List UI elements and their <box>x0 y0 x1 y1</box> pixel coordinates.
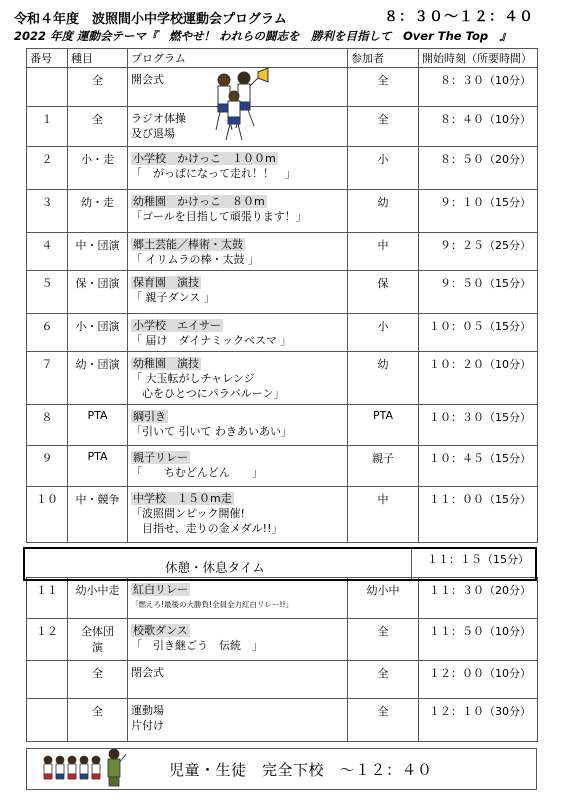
program-title-highlight: 親子リレー <box>133 451 188 464</box>
row-participants: 全 <box>348 107 419 147</box>
theme-line: 2022 年度 運動会テーマ『 燃やせ！ われらの闘志を 勝利を目指して Over The Top 』 <box>14 29 512 43</box>
row-category: 幼・走 <box>68 190 128 233</box>
row-start-time: ８：３０（10分） <box>419 68 538 107</box>
program-line: 及び退場 <box>131 127 175 140</box>
row-number: １２ <box>27 619 68 661</box>
row-category: PTA <box>68 405 128 446</box>
program-line: 心をひとつにパラバルーン」 <box>131 387 285 400</box>
event-time-range: ８：３０～１２：４０ <box>384 9 534 25</box>
row-number: ４ <box>27 233 68 271</box>
row-start-time: １０：４５（15分） <box>419 446 538 487</box>
table-row <box>27 352 538 405</box>
program-title-highlight: 幼稚園 かけっこ ８０m <box>133 195 265 208</box>
program-line: 「 引き継ごう 伝統 」 <box>131 639 263 652</box>
dismissal-text: 児童・生徒 完全下校 ～１２：４０ <box>169 761 433 779</box>
col-header-number: 番号 <box>27 49 68 68</box>
row-start-time: １２：００（10分） <box>419 661 538 699</box>
row-participants: PTA <box>348 405 419 446</box>
program-line: 「 届け ダイナミックベスマ 」 <box>131 334 292 347</box>
row-start-time: １０：３０（15分） <box>419 405 538 446</box>
program-line: 「 がっぱになって走れ！！ 」 <box>131 167 296 180</box>
program-line: 「 親子ダンス 」 <box>131 291 215 304</box>
row-category: 全 <box>68 699 128 742</box>
row-category: 中・競争 <box>68 487 128 543</box>
row-start-time: １０：２０（10分） <box>419 352 538 405</box>
row-number: ８ <box>27 405 68 446</box>
row-number <box>27 68 68 107</box>
table-row <box>27 147 538 190</box>
row-number: １１ <box>27 578 68 619</box>
row-program <box>128 405 348 446</box>
program-title-highlight: 保育園 演技 <box>133 276 199 289</box>
table-row <box>27 314 538 352</box>
row-program <box>128 233 348 271</box>
col-header-participants: 参加者 <box>348 49 419 68</box>
row-number: １ <box>27 107 68 147</box>
program-title-highlight: 綱引き <box>133 410 166 423</box>
row-program <box>128 619 348 661</box>
program-line: 運動場 <box>131 704 164 717</box>
program-line: ラジオ体操 <box>131 112 186 125</box>
table-row <box>27 578 538 619</box>
row-participants: 全 <box>348 619 419 661</box>
row-participants: 幼 <box>348 190 419 233</box>
page-header <box>14 6 554 26</box>
row-program <box>128 661 348 699</box>
row-number: ２ <box>27 147 68 190</box>
row-category: 全 <box>68 107 128 147</box>
table-row <box>27 107 538 147</box>
page-title: 令和４年度 波照間小中学校運動会プログラム <box>14 12 287 27</box>
table-row <box>27 68 538 107</box>
table-row <box>27 271 538 314</box>
table-row <box>27 446 538 487</box>
table-row <box>27 190 538 233</box>
row-start-time: １１：３０（20分） <box>419 578 538 619</box>
row-participants: 全 <box>348 661 419 699</box>
kids-line-illustration <box>40 748 128 788</box>
row-participants: 親子 <box>348 446 419 487</box>
row-program <box>128 352 348 405</box>
row-number: ９ <box>27 446 68 487</box>
program-title-highlight: 小学校 かけっこ １００m <box>133 152 276 165</box>
row-start-time: ９：５０（15分） <box>419 271 538 314</box>
row-participants: 保 <box>348 271 419 314</box>
row-number: ６ <box>27 314 68 352</box>
table-row <box>27 619 538 661</box>
row-number <box>27 699 68 742</box>
program-line: 「 大玉転がしチャレンジ <box>131 372 255 385</box>
row-participants: 全 <box>348 68 419 107</box>
row-number: ３ <box>27 190 68 233</box>
table-row <box>27 661 538 699</box>
cheering-kids-illustration <box>210 66 270 144</box>
row-participants: 全 <box>348 699 419 742</box>
row-start-time: １０：０５（15分） <box>419 314 538 352</box>
program-line: 「引いて 引いて わきあいあい」 <box>131 425 292 438</box>
col-header-start-time: 開始時刻（所要時間） <box>419 49 538 68</box>
row-participants: 幼小中 <box>348 578 419 619</box>
row-program <box>128 314 348 352</box>
program-table <box>26 48 538 742</box>
row-category: 全 <box>68 661 128 699</box>
row-category: 中・団演 <box>68 233 128 271</box>
row-program <box>128 578 348 619</box>
program-title-highlight: 校歌ダンス <box>133 624 188 637</box>
program-line: 「燃えろ!最後の大勝負!全員全力紅白リレー!!」 <box>131 600 294 609</box>
row-start-time: ８：４０（10分） <box>419 107 538 147</box>
row-program <box>128 699 348 742</box>
row-participants: 幼 <box>348 352 419 405</box>
program-line: 開会式 <box>131 73 164 86</box>
row-start-time: １２：１０（30分） <box>419 699 538 742</box>
break-row <box>23 547 537 581</box>
table-row <box>27 699 538 742</box>
row-participants: 中 <box>348 233 419 271</box>
row-category: 全 <box>68 68 128 107</box>
row-category: 幼・団演 <box>68 352 128 405</box>
row-start-time: ９：２５（25分） <box>419 233 538 271</box>
program-line: 「 イリムラの棒・太鼓 」 <box>131 253 259 266</box>
row-category: 全体団演 <box>68 619 128 661</box>
break-label: 休憩・休息タイム <box>165 560 265 575</box>
table-row <box>27 487 538 543</box>
program-title-highlight: 小学校 エイサー <box>133 319 221 332</box>
row-category: PTA <box>68 446 128 487</box>
row-category: 保・団演 <box>68 271 128 314</box>
table-header-row <box>27 49 538 68</box>
row-number <box>27 661 68 699</box>
row-participants: 小 <box>348 314 419 352</box>
program-title-highlight: 紅白リレー <box>133 583 188 596</box>
program-title-highlight: 幼稚園 演技 <box>133 357 199 370</box>
row-program <box>128 147 348 190</box>
program-line: 「 ちむどんどん 」 <box>131 466 263 479</box>
row-category: 小・走 <box>68 147 128 190</box>
table-row <box>27 405 538 446</box>
break-time: １１：１５（15分） <box>427 553 529 566</box>
row-category: 幼小中走 <box>68 578 128 619</box>
col-header-program: プログラム <box>128 49 348 68</box>
break-divider <box>411 549 412 579</box>
program-line: 「波照間ンピック開催! <box>131 507 245 520</box>
program-line: 閉会式 <box>131 666 164 679</box>
row-program <box>128 190 348 233</box>
program-line: 片付け <box>131 719 164 732</box>
row-number: ７ <box>27 352 68 405</box>
row-start-time: ９：１０（15分） <box>419 190 538 233</box>
row-program <box>128 446 348 487</box>
col-header-category: 種目 <box>68 49 128 68</box>
program-title-highlight: 中学校 １５０m走 <box>133 492 232 505</box>
row-number: １０ <box>27 487 68 543</box>
program-line: 目指せ、走りの金メダル!!」 <box>131 522 283 535</box>
row-start-time: １１：００（15分） <box>419 487 538 543</box>
row-program <box>128 271 348 314</box>
row-program <box>128 487 348 543</box>
row-participants: 小 <box>348 147 419 190</box>
row-number: ５ <box>27 271 68 314</box>
row-start-time: １１：５０（10分） <box>419 619 538 661</box>
program-line: 「ゴールを目指して頑張ります！」 <box>131 210 307 223</box>
row-category: 小・団演 <box>68 314 128 352</box>
row-participants: 中 <box>348 487 419 543</box>
program-title-highlight: 郷土芸能／棒術・太鼓 <box>133 238 243 251</box>
row-start-time: ８：５０（20分） <box>419 147 538 190</box>
table-row <box>27 233 538 271</box>
